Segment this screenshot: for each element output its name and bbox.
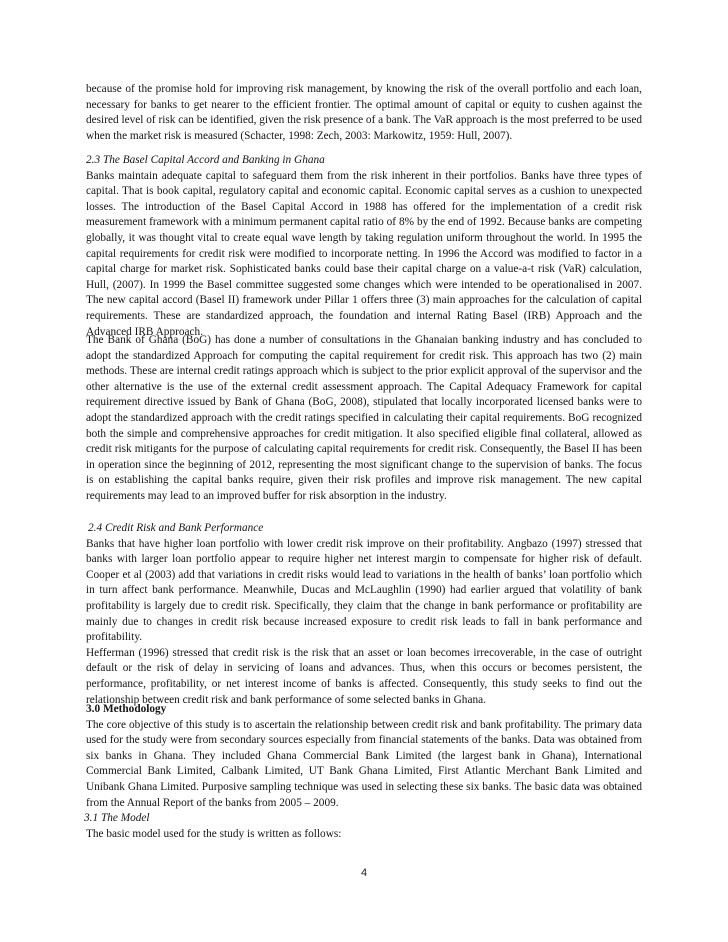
section-2-4-heading: 2.4 Credit Risk and Bank Performance	[88, 522, 264, 534]
section-2-3	[86, 153, 642, 340]
section-2-4-paragraph-2: Hefferman (1996) stressed that credit risk is the risk that an asset or loan becomes irrecoverable, in the case of outright default or the risk of delay in servicing of loans and advances. Thus, when this occurs or becomes persistent, the performance, profitability, or net interest income of banks is affected. Consequently, this study seeks to find out the relationship between credit risk and bank performance of some selected banks in Ghana.	[86, 646, 642, 706]
intro-paragraph-block	[86, 82, 642, 144]
section-2-3-continued	[86, 333, 642, 505]
section-2-3-heading: 2.3 The Basel Capital Accord and Banking in Ghana	[86, 154, 325, 166]
section-2-4-paragraph-1: Banks that have higher loan portfolio with lower credit risk improve on their profitability. Angbazo (1997) stressed that banks with larger loan portfolio appear to require higher net interest margin to compensate for higher risk of default. Cooper et al (2003) add that variations in credit risks would lead to variations in the health of banks’ loan portfolio which in turn affect bank performance. Meanwhile, Ducas and McLaughlin (1990) had earlier argued that volatility of bank profitability is largely due to credit risk. Specifically, they claim that the change in bank performance or profitability are mainly due to changes in credit risk because increased exposure to credit risk leads to fall in bank performance and profitability.	[86, 537, 642, 644]
section-3-1-heading: 3.1 The Model	[84, 812, 150, 824]
section-2-3-paragraph-1: Banks maintain adequate capital to safeguard them from the risk inherent in their portfolios. Banks have three types of capital. That is book capital, regulatory capital and economic capital. Economic capital serves as a cushion to unexpected losses. The introduction of the Basel Capital Accord in 1988 has offered for the implementation of a credit risk measurement framework with a minimum permanent capital ratio of 8% by the end of 1992. Because banks are competing globally, it was thought vital to create equal wave length by taking regulation uniform throughout the world. In 1995 the capital requirements for credit risk were modified to incorporate netting. In 1996 the Accord was modified to factor in a capital charge for market risk. Sophisticated banks could base their capital charge on a value-a-t risk (VaR) calculation, Hull, (2007). In 1999 the Basel committee suggested some changes which were intended to be operationalised in 2007. The new capital accord (Basel II) framework under Pillar 1 offers three (3) main approaches for the calculation of capital requirements. These are standardized approach, the foundation and internal Rating Basel (IRB) Approach and the Advanced IRB Approach.	[86, 169, 642, 338]
section-2-3-paragraph-2: The Bank of Ghana (BoG) has done a number of consultations in the Ghanaian banking industry and has concluded to adopt the standardized Approach for computing the capital requirement for credit risk. This approach has two (2) main methods. These are internal credit ratings approach which is subject to the prior explicit approval of the supervisor and the other alternative is the use of the external credit assessment approach. The Capital Adequacy Framework for capital requirement directive issued by Bank of Ghana (BoG, 2008), stipulated that locally incorporated licensed banks were to adopt the standardized approach with the credit ratings specified in calculating their capital requirements. BoG recognized both the simple and comprehensive approaches for credit mitigation. It also specified eligible final collateral, allowed as credit risk mitigants for the purpose of calculating capital requirements for credit risk. Consequently, the Basel II has been in operation since the beginning of 2012, representing the most significant change to the supervision of banks. The focus is on establishing the capital banks require, given their risk profiles and improve risk management. The new capital requirements may lead to an improved buffer for risk absorption in the industry.	[86, 334, 642, 502]
intro-paragraph: because of the promise hold for improving risk management, by knowing the risk of the overall portfolio and each loan, necessary for banks to get nearer to the efficient frontier. The optimal amount of capital or equity to cushen against the desired level of risk can be identified, given the risk presence of a bank. The VaR approach is the most preferred to be used when the market risk is measured (Schacter, 1998: Zech, 2003: Markowitz, 1959: Hull, 2007).	[86, 83, 642, 142]
section-3-1-paragraph-1: The basic model used for the study is written as follows:	[86, 827, 342, 840]
section-2-4	[86, 521, 642, 708]
section-3-1	[84, 811, 640, 842]
page-number: 4	[360, 867, 368, 879]
section-3-0-paragraph-1: The core objective of this study is to ascertain the relationship between credit risk and bank profitability. The primary data used for the study were from secondary sources especially from financial statements of the banks. Data was obtained from six banks in Ghana. They included Ghana Commercial Bank Limited (the largest bank in Ghana), International Commercial Bank Limited, Calbank Limited, UT Bank Ghana Limited, First Atlantic Merchant Bank Limited and Unibank Ghana Limited. Purposive sampling technique was used in selecting these six banks. The basic data was obtained from the Annual Report of the banks from 2005 – 2009.	[86, 718, 642, 809]
section-3-0-heading: 3.0 Methodology	[86, 703, 167, 715]
section-3-0	[86, 702, 642, 811]
